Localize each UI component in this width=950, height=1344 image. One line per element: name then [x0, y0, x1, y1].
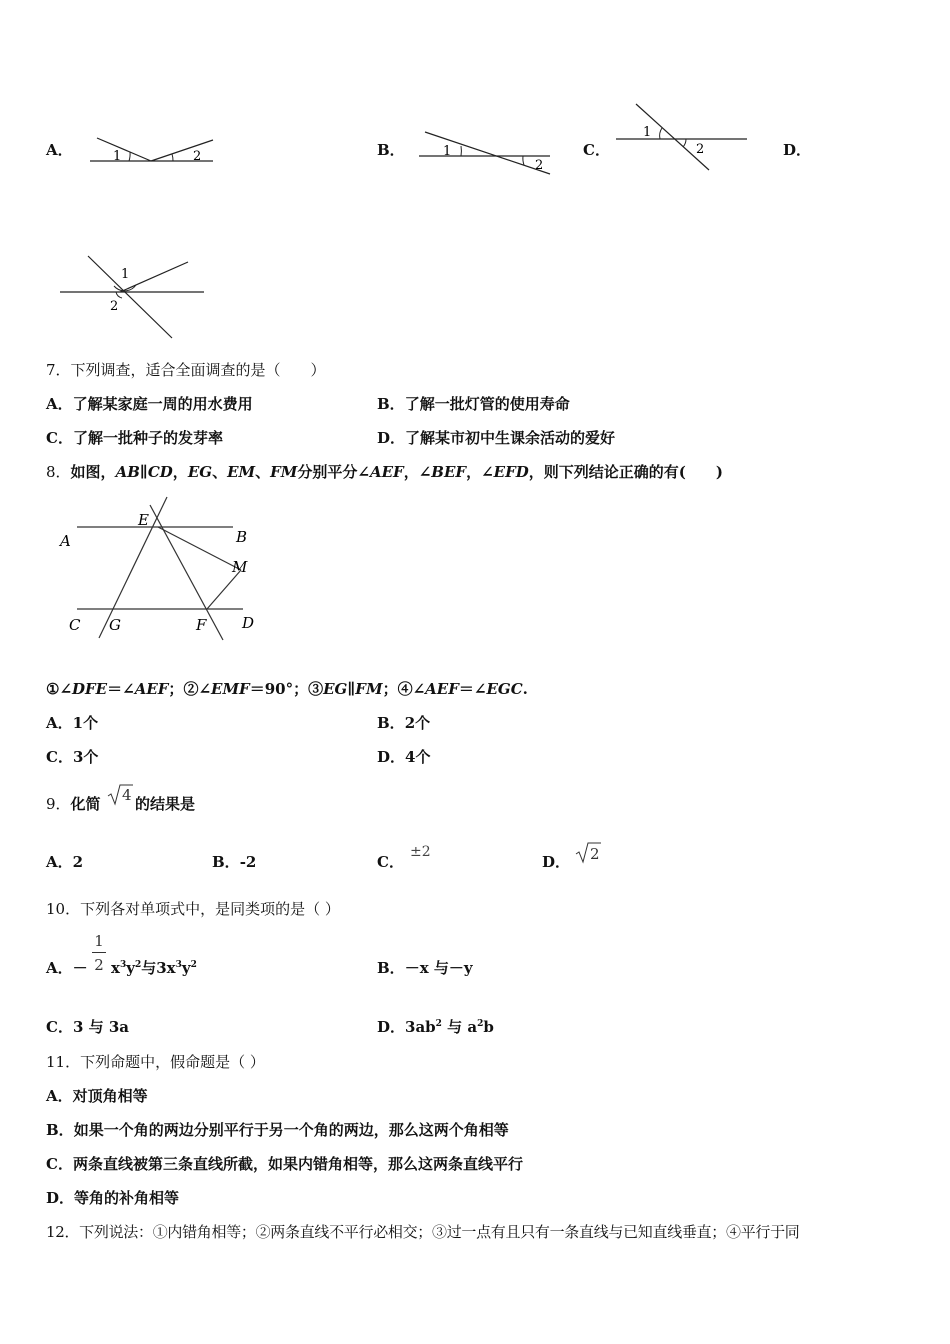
q6-option-a-letter: A．	[46, 141, 73, 159]
q10-option-c: C．3 与 3a	[46, 1018, 129, 1036]
q6-a-angle1: 1	[113, 149, 122, 164]
q11-stem: 11．下列命题中，假命题是（ ）	[46, 1053, 265, 1071]
q11-option-d: D．等角的补角相等	[46, 1189, 180, 1207]
q6-option-d-figure	[58, 250, 208, 342]
q10-option-a: A．－	[46, 959, 88, 977]
q9-sqrt-4	[106, 782, 134, 808]
q8-label-b: B	[236, 528, 248, 546]
q7-option-b: B．了解一批灯管的使用寿命	[377, 395, 570, 413]
q8-label-g: G	[109, 616, 121, 634]
q9-option-a: A．2	[46, 853, 84, 871]
q12-stem: 12．下列说法：①内错角相等；②两条直线不平行必相交；③过一点有且只有一条直线与已知直线垂直；④平行于同	[46, 1223, 800, 1241]
q9-option-c-letter: C．	[377, 853, 404, 871]
q6-c-angle2: 2	[696, 142, 705, 157]
q9-option-c-value: ±2	[410, 844, 431, 860]
q9-option-d-sqrt	[574, 840, 602, 866]
q6-d-angle2: 2	[110, 299, 119, 314]
q8-option-a: A．1个	[46, 714, 99, 732]
svg-text:2: 2	[590, 845, 600, 863]
q6-option-c-letter: C．	[583, 141, 610, 159]
q8-option-c: C．3个	[46, 748, 99, 766]
q6-b-angle2: 2	[535, 158, 544, 173]
q6-c-angle1: 1	[643, 125, 652, 140]
q10-option-b: B．－x 与－y	[377, 959, 473, 977]
q10-a-fraction-denominator: 2	[94, 956, 104, 974]
q9-stem-end: 的结果是	[135, 795, 196, 813]
q6-d-angle1: 1	[121, 267, 130, 282]
q8-label-d: D	[242, 614, 255, 632]
q8-label-e: E	[138, 511, 149, 529]
q6-option-b-letter: B．	[377, 141, 405, 159]
q11-option-b: B．如果一个角的两边分别平行于另一个角的两边，那么这两个角相等	[46, 1121, 509, 1139]
q7-option-d: D．了解某市初中生课余活动的爱好	[377, 429, 616, 447]
q11-option-c: C．两条直线被第三条直线所截，如果内错角相等，那么这两条直线平行	[46, 1155, 523, 1173]
q7-option-c: C．了解一批种子的发芽率	[46, 429, 223, 447]
svg-text:4: 4	[122, 786, 132, 804]
q8-conclusions: ①∠DFE＝∠AEF；②∠EMF＝90°；③EG∥FM；④∠AEF＝∠EGC.	[46, 680, 528, 698]
q8-label-m: M	[232, 558, 248, 576]
q8-option-b: B．2个	[377, 714, 431, 732]
q6-option-c-figure	[612, 100, 752, 175]
q6-option-b-figure	[415, 126, 560, 178]
q8-label-c: C	[69, 616, 81, 634]
q9-option-b: B．-2	[212, 853, 257, 871]
q10-option-a-terms: $x^3y^2$与$3x^3y^2$	[111, 959, 197, 977]
q10-a-fraction-bar	[92, 952, 106, 953]
q9-stem-start: 9．化简	[46, 795, 101, 813]
q7-stem: 7．下列调查，适合全面调查的是（ ）	[46, 361, 326, 379]
q8-stem: 8．如图，AB∥CD，EG、EM、FM分别平分∠AEF，∠BEF，∠EFD，则下列结论正确的有( )	[46, 463, 723, 481]
q6-a-angle2: 2	[193, 149, 202, 164]
q9-option-d-letter: D．	[542, 853, 571, 871]
q6-option-a-figure	[85, 130, 220, 170]
q7-option-a: A．了解某家庭一周的用水费用	[46, 395, 253, 413]
q10-option-d: D．$3ab^2$ 与 $a^2b$	[377, 1018, 494, 1036]
q6-option-d-letter: D．	[783, 141, 812, 159]
q8-label-a: A	[60, 532, 71, 550]
q8-label-f: F	[196, 616, 207, 634]
q11-option-a: A．对顶角相等	[46, 1087, 148, 1105]
q10-stem: 10．下列各对单项式中，是同类项的是（ ）	[46, 900, 340, 918]
q10-a-fraction-numerator: 1	[94, 932, 104, 950]
q8-figure	[55, 495, 275, 645]
q8-option-d: D．4个	[377, 748, 431, 766]
q6-b-angle1: 1	[443, 144, 452, 159]
